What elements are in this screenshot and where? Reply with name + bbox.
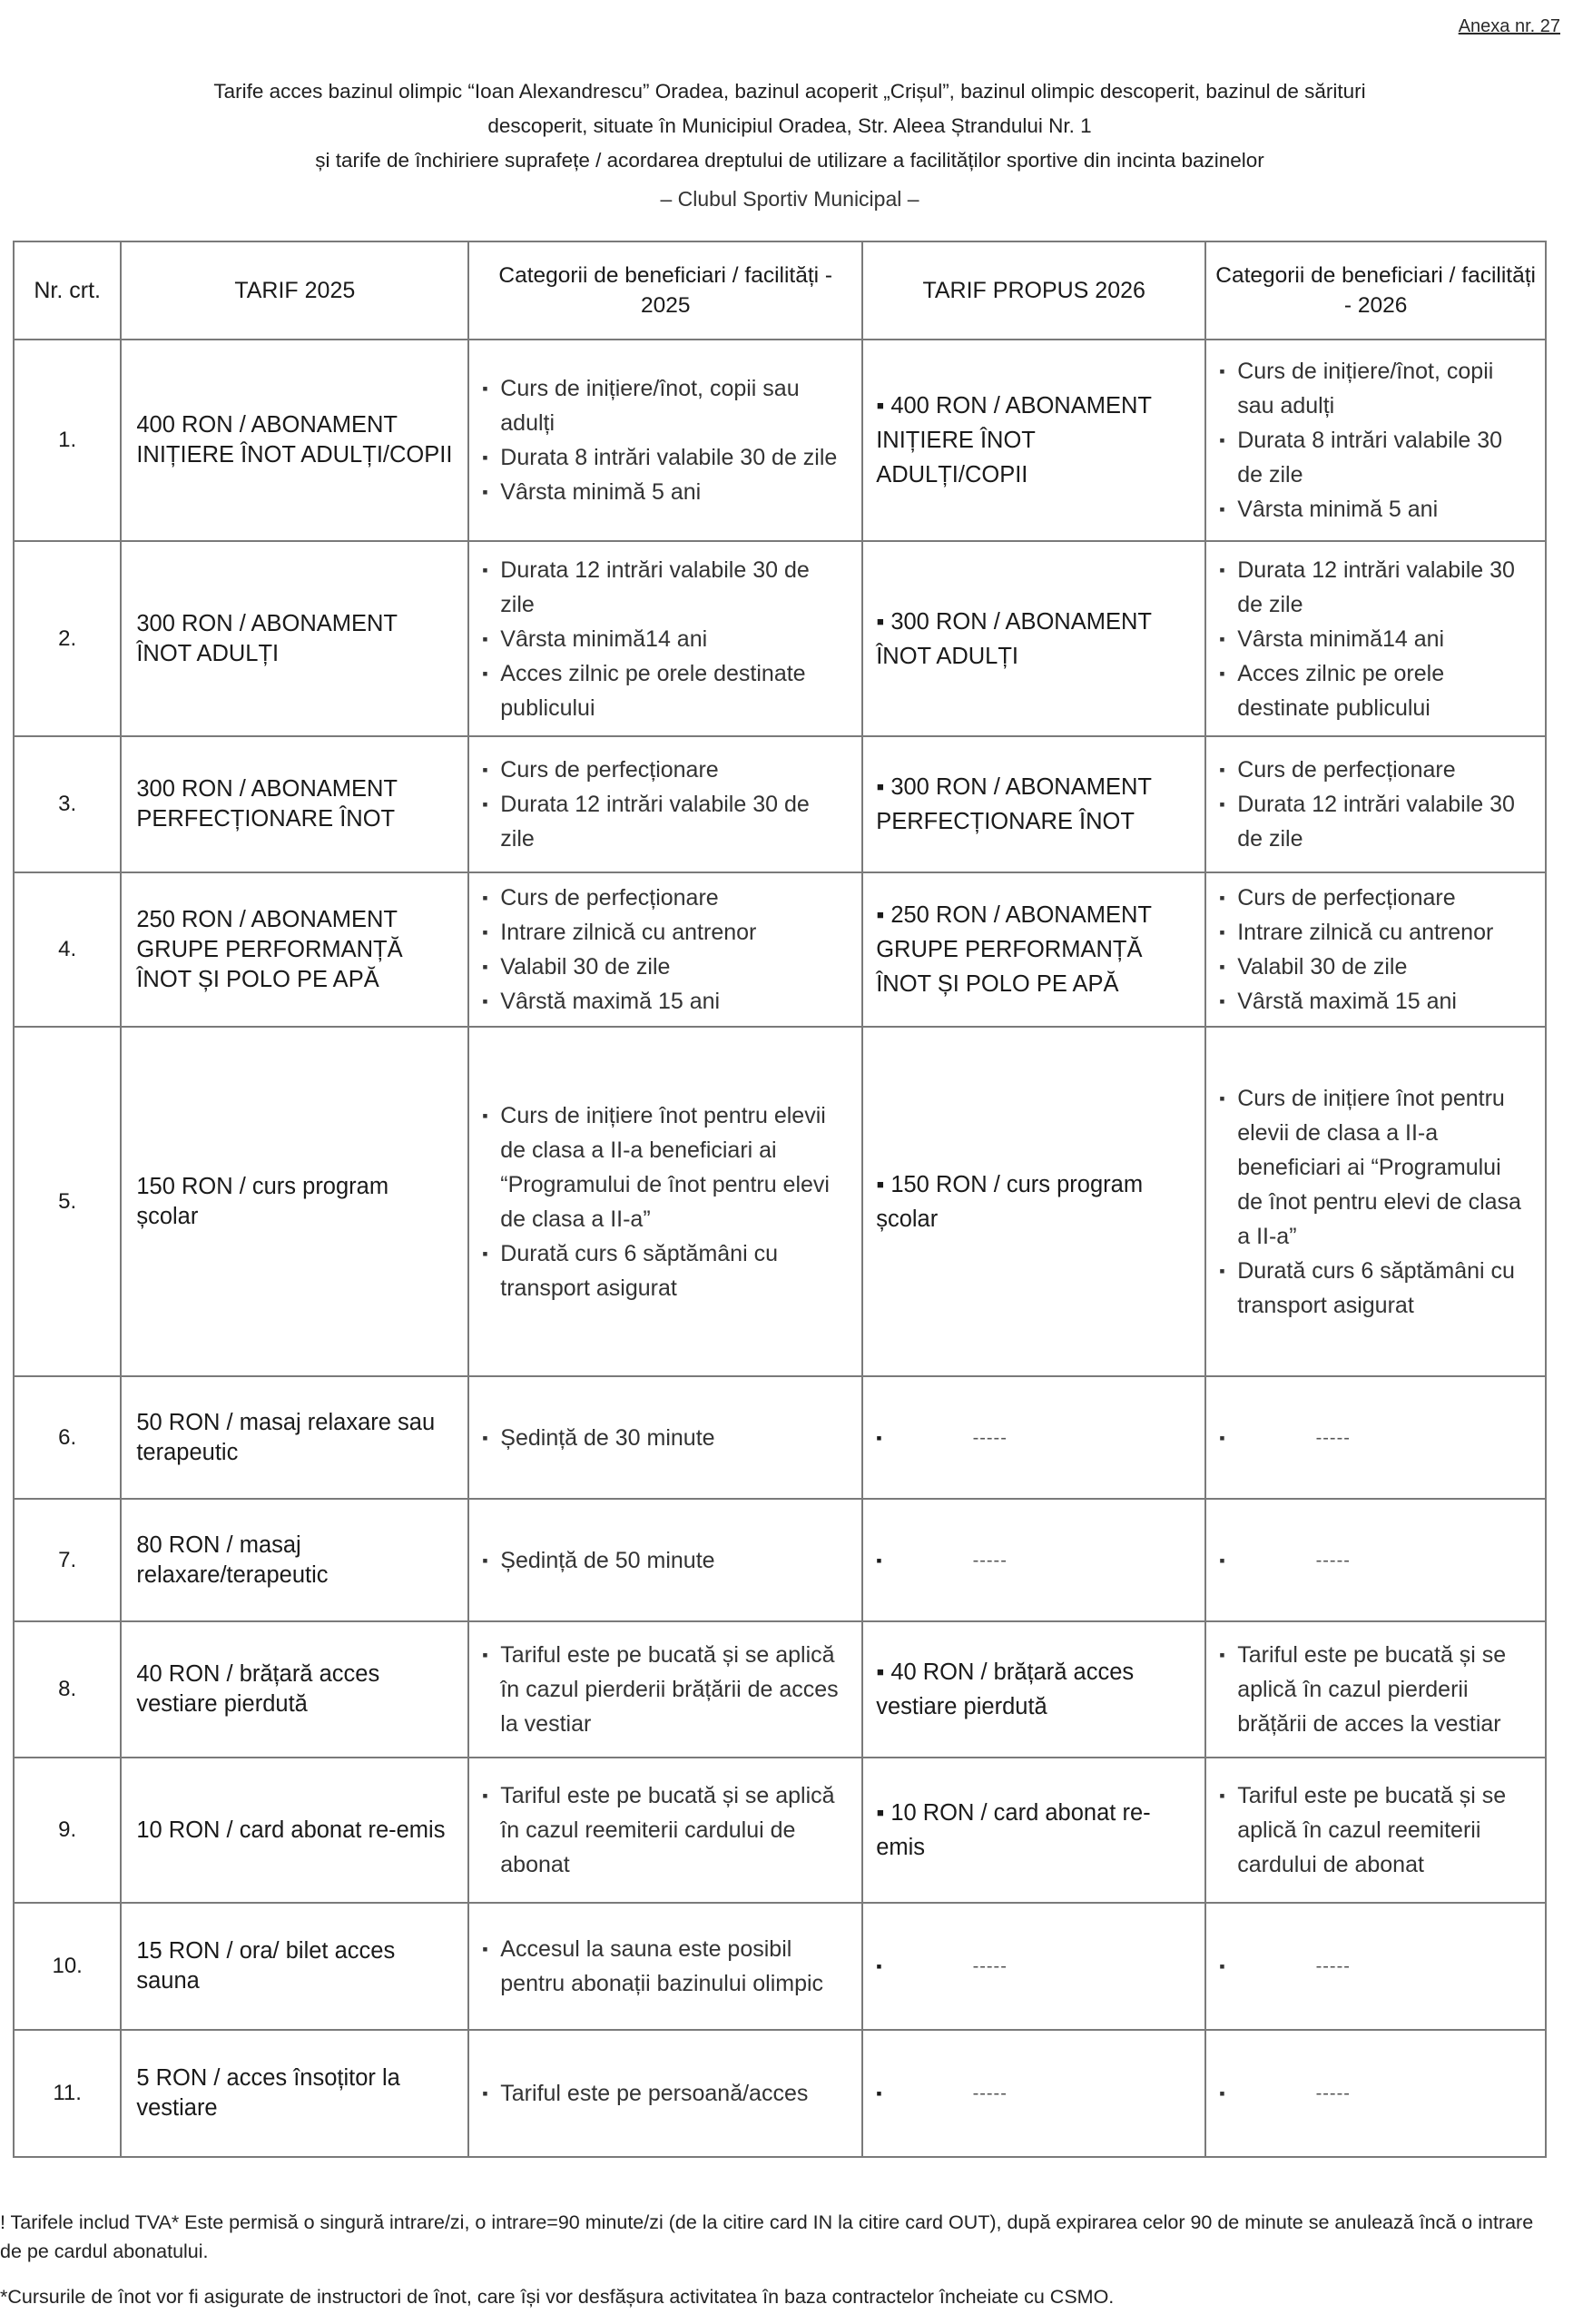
- bullet-list: [1219, 1778, 1532, 1882]
- bullet-item: ▪ Valabil 30 de zile: [482, 950, 849, 984]
- table-row: [14, 1621, 1546, 1758]
- heading-line-1: Tarife acces bazinul olimpic “Ioan Alexandrescu” Oradea, bazinul acoperit „Crișul”, bazinul olimpic descoperit, bazinul de sărituri: [213, 80, 1366, 103]
- heading-line-2: descoperit, situate în Municipiul Oradea, Str. Aleea Ștrandului Nr. 1: [487, 114, 1092, 137]
- bullet-item: ▪ Vârstă maximă 15 ani: [1219, 984, 1532, 1019]
- bullet-list: [1219, 553, 1532, 725]
- categories-2026: [1205, 736, 1546, 872]
- bullet-list: [482, 1098, 849, 1305]
- categories-2025: [468, 1758, 862, 1903]
- bullet-list: [482, 2076, 849, 2111]
- table-row: [14, 1027, 1546, 1376]
- footnote-vat: ! Tarifele includ TVA* Este permisă o singură intrare/zi, o intrare=90 minute/zi (de la citire card IN la citire card OUT), după expirarea celor 90 de minute se anulează încă o intrare de pe cardul abonatului.: [0, 2211, 1534, 2262]
- bullet-item: ▪ Durata 12 intrări valabile 30 de zile: [1219, 553, 1532, 622]
- bullet-item: ▪ Ședință de 30 minute: [482, 1421, 849, 1455]
- row-number: 2.: [14, 541, 121, 736]
- tarif-2025: 40 RON / brățară acces vestiare pierdută: [121, 1621, 468, 1758]
- tarif-2026: [862, 2030, 1205, 2157]
- dash-placeholder: -----: [972, 2083, 1008, 2103]
- document-heading: [27, 74, 1552, 216]
- footnote-instructors: *Cursurile de înot vor fi asigurate de instructori de înot, care își vor desfășura activitatea în baza contractelor încheiate cu CSMO.: [0, 2286, 1115, 2308]
- table-header-row: [14, 241, 1546, 340]
- categories-2025: [468, 340, 862, 541]
- bullet-icon: ▪: [876, 1957, 882, 1975]
- tarif-2026: ▪ 10 RON / card abonat re-emis: [862, 1758, 1205, 1903]
- tarif-2025: 400 RON / ABONAMENT INIȚIERE ÎNOT ADULȚI/COPII: [121, 340, 468, 541]
- tarif-2026: ▪ 250 RON / ABONAMENT GRUPE PERFORMANȚĂ ÎNOT ȘI POLO PE APĂ: [862, 872, 1205, 1027]
- tarif-2025: 5 RON / acces însoțitor la vestiare: [121, 2030, 468, 2157]
- tarif-2026: [862, 1376, 1205, 1499]
- header-tarif-2026: TARIF PROPUS 2026: [862, 241, 1205, 340]
- bullet-item: ▪ Curs de perfecționare: [1219, 753, 1532, 787]
- categories-2026: [1205, 1903, 1546, 2030]
- tarif-2025: 300 RON / ABONAMENT ÎNOT ADULȚI: [121, 541, 468, 736]
- tarif-2025: 300 RON / ABONAMENT PERFECȚIONARE ÎNOT: [121, 736, 468, 872]
- bullet-icon: ▪: [876, 1428, 882, 1447]
- tarif-2026: ▪ 300 RON / ABONAMENT PERFECȚIONARE ÎNOT: [862, 736, 1205, 872]
- row-number: 3.: [14, 736, 121, 872]
- table-body: [14, 340, 1546, 2157]
- categories-2026: [1205, 1758, 1546, 1903]
- categories-2026: [1205, 1027, 1546, 1376]
- tarif-2026: ▪ 150 RON / curs program școlar: [862, 1027, 1205, 1376]
- bullet-icon: ▪: [1219, 2084, 1225, 2102]
- empty-value: [876, 2076, 1192, 2111]
- table-row: [14, 736, 1546, 872]
- heading-subtitle: – Clubul Sportiv Municipal –: [660, 187, 919, 211]
- header-categories-2025: Categorii de beneficiari / facilități - 2025: [468, 241, 862, 340]
- tarif-2025: 80 RON / masaj relaxare/terapeutic: [121, 1499, 468, 1621]
- annex-number: Anexa nr. 27: [1458, 16, 1560, 36]
- bullet-item: ▪ Intrare zilnică cu antrenor: [1219, 915, 1532, 950]
- row-number: 4.: [14, 872, 121, 1027]
- dash-placeholder: -----: [1315, 1550, 1351, 1571]
- bullet-item: ▪ Curs de perfecționare: [1219, 881, 1532, 915]
- bullet-item: ▪ Vârsta minimă 5 ani: [1219, 492, 1532, 527]
- table-row: [14, 1499, 1546, 1621]
- categories-2025: [468, 1376, 862, 1499]
- tarif-2026: ▪ 300 RON / ABONAMENT ÎNOT ADULȚI: [862, 541, 1205, 736]
- bullet-item: ▪ Durata 12 intrări valabile 30 de zile: [482, 787, 849, 856]
- bullet-icon: ▪: [876, 1551, 882, 1570]
- empty-value: [1219, 1543, 1532, 1578]
- tarif-2026: [862, 1903, 1205, 2030]
- tarif-2026: [862, 1499, 1205, 1621]
- row-number: 9.: [14, 1758, 121, 1903]
- header-tarif-2025: TARIF 2025: [121, 241, 468, 340]
- categories-2026: [1205, 872, 1546, 1027]
- bullet-item: ▪ Curs de perfecționare: [482, 881, 849, 915]
- tarif-2025: 50 RON / masaj relaxare sau terapeutic: [121, 1376, 468, 1499]
- dash-placeholder: -----: [972, 1956, 1008, 1976]
- bullet-icon: ▪: [1219, 1551, 1225, 1570]
- bullet-list: [1219, 1638, 1532, 1741]
- bullet-item: ▪ Durata 12 intrări valabile 30 de zile: [1219, 787, 1532, 856]
- bullet-item: ▪ Curs de inițiere/înot, copii sau adulți: [482, 371, 849, 440]
- bullet-list: [482, 1543, 849, 1578]
- bullet-item: ▪ Intrare zilnică cu antrenor: [482, 915, 849, 950]
- bullet-list: [1219, 881, 1532, 1019]
- table-row: [14, 1376, 1546, 1499]
- empty-value: [876, 1949, 1192, 1984]
- bullet-list: [482, 1421, 849, 1455]
- row-number: 7.: [14, 1499, 121, 1621]
- bullet-list: [1219, 354, 1532, 527]
- categories-2026: [1205, 2030, 1546, 2157]
- empty-value: [876, 1543, 1192, 1578]
- table-row: [14, 1903, 1546, 2030]
- categories-2025: [468, 1903, 862, 2030]
- categories-2025: [468, 872, 862, 1027]
- bullet-item: ▪ Vârstă maximă 15 ani: [482, 984, 849, 1019]
- table-row: [14, 1758, 1546, 1903]
- bullet-item: ▪ Vârsta minimă14 ani: [1219, 622, 1532, 656]
- categories-2025: [468, 2030, 862, 2157]
- bullet-item: ▪ Durată curs 6 săptămâni cu transport asigurat: [482, 1236, 849, 1305]
- table-row: [14, 541, 1546, 736]
- categories-2026: [1205, 1499, 1546, 1621]
- row-number: 8.: [14, 1621, 121, 1758]
- footnotes: [0, 2208, 1543, 2311]
- categories-2026: [1205, 340, 1546, 541]
- bullet-item: ▪ Tariful este pe bucată și se aplică în cazul reemiterii cardului de abonat: [1219, 1778, 1532, 1882]
- categories-2026: [1205, 1376, 1546, 1499]
- header-nr: Nr. crt.: [14, 241, 121, 340]
- row-number: 10.: [14, 1903, 121, 2030]
- bullet-item: ▪ Vârsta minimă 5 ani: [482, 475, 849, 509]
- bullet-item: ▪ Durată curs 6 săptămâni cu transport asigurat: [1219, 1254, 1532, 1323]
- bullet-item: ▪ Accesul la sauna este posibil pentru abonații bazinului olimpic: [482, 1932, 849, 2001]
- bullet-item: ▪ Tariful este pe persoană/acces: [482, 2076, 849, 2111]
- empty-value: [876, 1421, 1192, 1455]
- bullet-item: ▪ Curs de inițiere înot pentru elevii de clasa a II-a beneficiari ai “Programului de înot pentru elevi de clasa a II-a”: [482, 1098, 849, 1236]
- bullet-item: ▪ Tariful este pe bucată și se aplică în cazul pierderii brățării de acces la vestiar: [1219, 1638, 1532, 1741]
- categories-2025: [468, 736, 862, 872]
- bullet-item: ▪ Curs de inițiere înot pentru elevii de clasa a II-a beneficiari ai “Programului de înot pentru elevi de clasa a II-a”: [1219, 1081, 1532, 1254]
- empty-value: [1219, 2076, 1532, 2111]
- bullet-list: [482, 1638, 849, 1741]
- dash-placeholder: -----: [972, 1427, 1008, 1448]
- categories-2026: [1205, 541, 1546, 736]
- bullet-icon: ▪: [1219, 1957, 1225, 1975]
- bullet-item: ▪ Vârsta minimă14 ani: [482, 622, 849, 656]
- heading-line-3: și tarife de închiriere suprafețe / acordarea dreptului de utilizare a facilităților sportive din incinta bazinelor: [315, 149, 1264, 172]
- dash-placeholder: -----: [1315, 2083, 1351, 2103]
- header-categories-2026: Categorii de beneficiari / facilități - 2026: [1205, 241, 1546, 340]
- bullet-icon: ▪: [876, 2084, 882, 2102]
- bullet-item: ▪ Acces zilnic pe orele destinate publicului: [1219, 656, 1532, 725]
- table-row: [14, 872, 1546, 1027]
- bullet-list: [482, 753, 849, 856]
- dash-placeholder: -----: [1315, 1956, 1351, 1976]
- row-number: 11.: [14, 2030, 121, 2157]
- bullet-icon: ▪: [1219, 1428, 1225, 1447]
- bullet-item: ▪ Acces zilnic pe orele destinate publicului: [482, 656, 849, 725]
- bullet-list: [482, 553, 849, 725]
- empty-value: [1219, 1421, 1532, 1455]
- bullet-item: ▪ Durata 8 intrări valabile 30 de zile: [1219, 423, 1532, 492]
- bullet-item: ▪ Durata 8 intrări valabile 30 de zile: [482, 440, 849, 475]
- bullet-list: [1219, 753, 1532, 856]
- bullet-item: ▪ Tariful este pe bucată și se aplică în cazul pierderii brățării de acces la vestiar: [482, 1638, 849, 1741]
- tarif-2025: 150 RON / curs program școlar: [121, 1027, 468, 1376]
- bullet-item: ▪ Curs de perfecționare: [482, 753, 849, 787]
- row-number: 5.: [14, 1027, 121, 1376]
- row-number: 6.: [14, 1376, 121, 1499]
- tarif-2026: ▪ 400 RON / ABONAMENT INIȚIERE ÎNOT ADULȚI/COPII: [862, 340, 1205, 541]
- bullet-item: ▪ Tariful este pe bucată și se aplică în cazul reemiterii cardului de abonat: [482, 1778, 849, 1882]
- categories-2025: [468, 541, 862, 736]
- tarif-2025: 10 RON / card abonat re-emis: [121, 1758, 468, 1903]
- bullet-item: ▪ Ședință de 50 minute: [482, 1543, 849, 1578]
- dash-placeholder: -----: [1315, 1427, 1351, 1448]
- tarif-2025: 15 RON / ora/ bilet acces sauna: [121, 1903, 468, 2030]
- categories-2025: [468, 1499, 862, 1621]
- row-number: 1.: [14, 340, 121, 541]
- bullet-list: [482, 371, 849, 509]
- bullet-list: [482, 1778, 849, 1882]
- table-row: [14, 340, 1546, 541]
- bullet-item: ▪ Valabil 30 de zile: [1219, 950, 1532, 984]
- categories-2025: [468, 1027, 862, 1376]
- categories-2026: [1205, 1621, 1546, 1758]
- categories-2025: [468, 1621, 862, 1758]
- bullet-list: [482, 1932, 849, 2001]
- bullet-item: ▪ Curs de inițiere/înot, copii sau adulți: [1219, 354, 1532, 423]
- table-row: [14, 2030, 1546, 2157]
- tarif-2025: 250 RON / ABONAMENT GRUPE PERFORMANȚĂ ÎNOT ȘI POLO PE APĂ: [121, 872, 468, 1027]
- bullet-list: [482, 881, 849, 1019]
- bullet-list: [1219, 1081, 1532, 1323]
- bullet-item: ▪ Durata 12 intrări valabile 30 de zile: [482, 553, 849, 622]
- dash-placeholder: -----: [972, 1550, 1008, 1571]
- empty-value: [1219, 1949, 1532, 1984]
- tariff-table: [13, 241, 1547, 2158]
- tarif-2026: ▪ 40 RON / brățară acces vestiare pierdută: [862, 1621, 1205, 1758]
